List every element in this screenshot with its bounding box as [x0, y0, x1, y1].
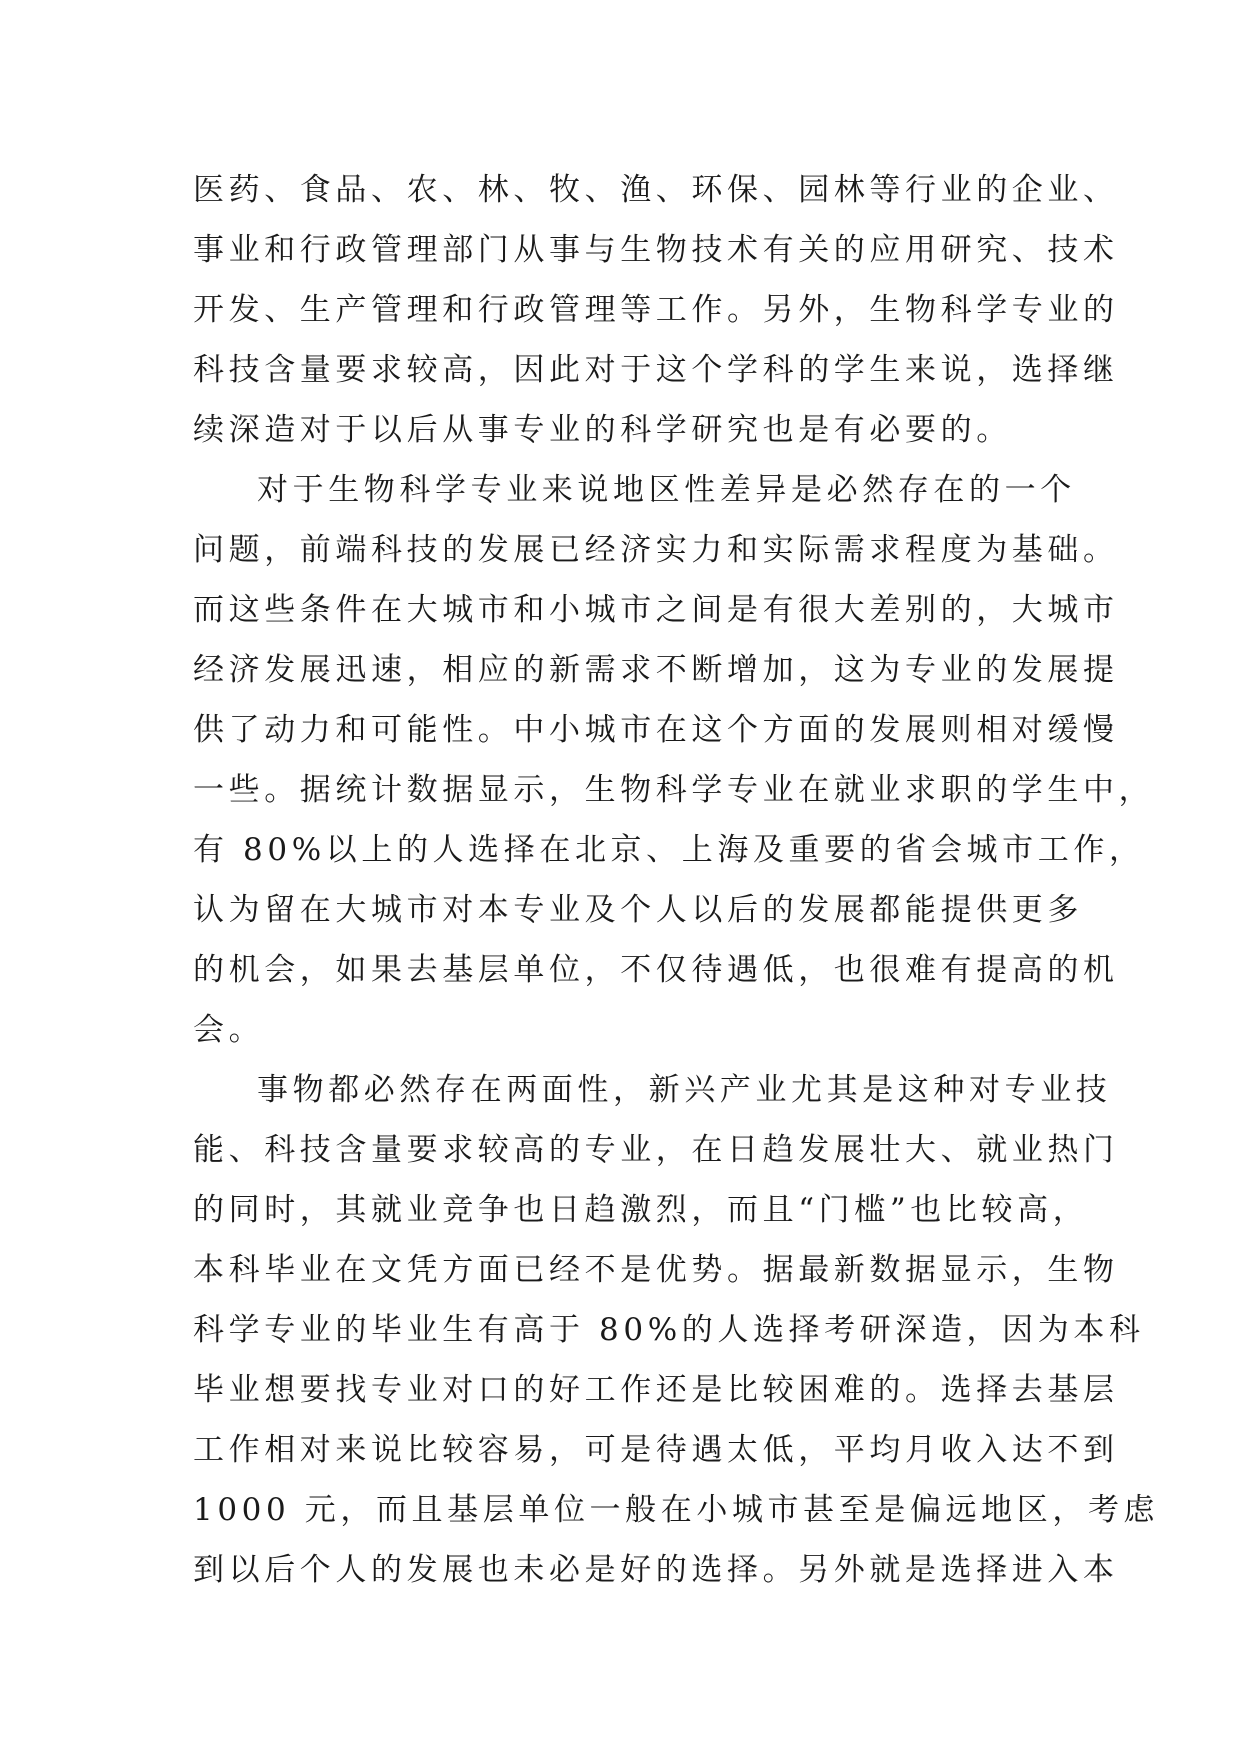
- paragraph-3: [193, 1060, 1160, 1600]
- text-line: 有 80%以上的人选择在北京、上海及重要的省会城市工作，: [193, 832, 1145, 868]
- text-line: 而这些条件在大城市和小城市之间是有很大差别的，大城市: [193, 592, 1119, 628]
- text-line: 对于生物科学专业来说地区性差异是必然存在的一个: [257, 472, 1076, 508]
- text-line: 医药、食品、农、林、牧、渔、环保、园林等行业的企业、: [193, 172, 1119, 208]
- text-line: 供了动力和可能性。中小城市在这个方面的发展则相对缓慢: [193, 712, 1119, 748]
- text-line: 本科毕业在文凭方面已经不是优势。据最新数据显示，生物: [193, 1252, 1119, 1288]
- paragraph-2: [193, 460, 1155, 1060]
- text-line: 能、科技含量要求较高的专业，在日趋发展壮大、就业热门: [193, 1132, 1119, 1168]
- text-line: 事业和行政管理部门从事与生物技术有关的应用研究、技术: [193, 232, 1119, 268]
- text-line: 科学专业的毕业生有高于 80%的人选择考研深造，因为本科: [193, 1312, 1145, 1348]
- body-text: [193, 160, 1160, 1600]
- text-line: 会。: [193, 1012, 265, 1048]
- text-line: 的机会，如果去基层单位，不仅待遇低，也很难有提高的机: [193, 952, 1119, 988]
- text-line: 到以后个人的发展也未必是好的选择。另外就是选择进入本: [193, 1552, 1119, 1588]
- text-line: 经济发展迅速，相应的新需求不断增加，这为专业的发展提: [193, 652, 1119, 688]
- text-line: 工作相对来说比较容易，可是待遇太低，平均月收入达不到: [193, 1432, 1119, 1468]
- text-line: 开发、生产管理和行政管理等工作。另外，生物科学专业的: [193, 292, 1119, 328]
- text-line: 毕业想要找专业对口的好工作还是比较困难的。选择去基层: [193, 1372, 1119, 1408]
- text-line: 科技含量要求较高，因此对于这个学科的学生来说，选择继: [193, 352, 1119, 388]
- text-line: 的同时，其就业竞争也日趋激烈，而且“门槛”也比较高，: [193, 1192, 1089, 1228]
- text-line: 认为留在大城市对本专业及个人以后的发展都能提供更多: [193, 892, 1083, 928]
- text-line: 续深造对于以后从事专业的科学研究也是有必要的。: [193, 412, 1012, 448]
- text-line: 一些。据统计数据显示，生物科学专业在就业求职的学生中，: [193, 772, 1155, 808]
- text-line: 事物都必然存在两面性，新兴产业尤其是这种对专业技: [257, 1072, 1112, 1108]
- text-line: 1000 元，而且基层单位一般在小城市甚至是偏远地区，考虑: [193, 1492, 1160, 1528]
- text-line: 问题，前端科技的发展已经济实力和实际需求程度为基础。: [193, 532, 1119, 568]
- paragraph-1: [193, 160, 1119, 460]
